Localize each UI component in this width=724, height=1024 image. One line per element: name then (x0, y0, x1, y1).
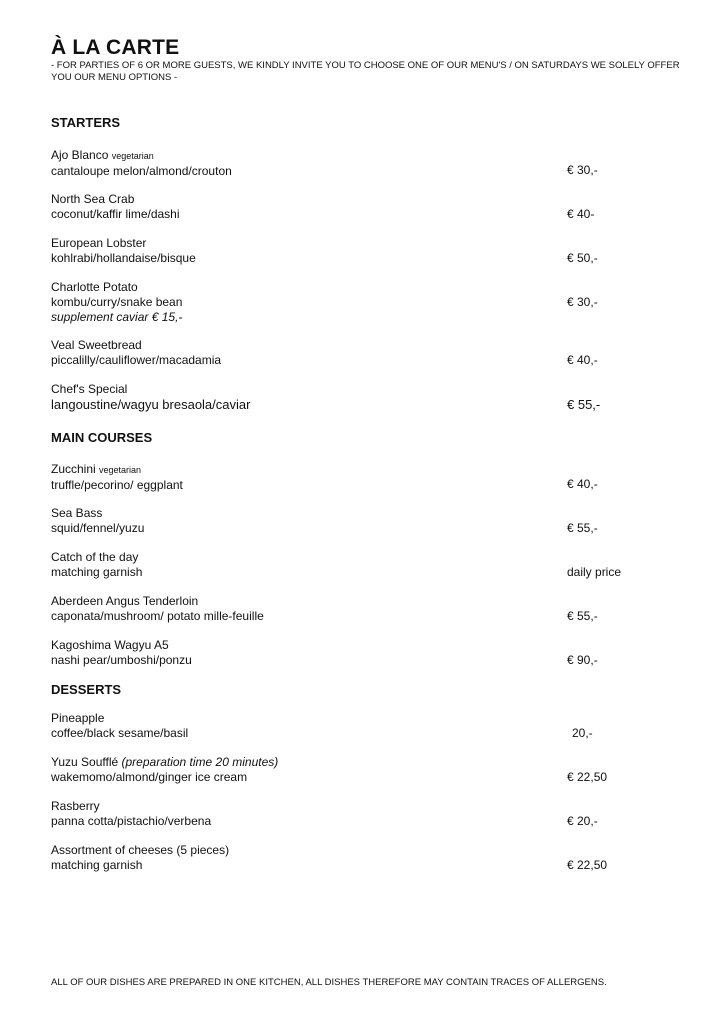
item-supplement: supplement caviar € 15,- (51, 310, 183, 324)
menu-item (51, 236, 651, 266)
item-name: Sea Bass (51, 506, 103, 520)
item-price: € 55,- (567, 521, 598, 535)
menu-item (51, 550, 651, 580)
item-description: wakemomo/almond/ginger ice cream (51, 770, 248, 784)
item-name: Chef's Special (51, 382, 128, 396)
item-description: squid/fennel/yuzu (51, 521, 145, 535)
item-name: Yuzu Soufflé (51, 755, 119, 769)
menu-item (51, 148, 651, 179)
menu-item (51, 382, 651, 412)
item-price: € 30,- (567, 295, 598, 309)
item-price: € 50,- (567, 251, 598, 265)
item-description: cantaloupe melon/almond/crouton (51, 164, 232, 178)
menu-item (51, 192, 651, 222)
item-note: (preparation time 20 minutes) (121, 755, 279, 769)
item-price: 20,- (572, 726, 593, 740)
item-description: langoustine/wagyu bresaola/caviar (51, 397, 251, 412)
item-name: Rasberry (51, 799, 100, 813)
item-name: Pineapple (51, 711, 105, 725)
item-price: € 55,- (567, 609, 598, 623)
menu-item (51, 280, 651, 325)
item-name: Charlotte Potato (51, 280, 138, 294)
section-heading-starters: STARTERS (51, 115, 121, 130)
menu-item (51, 843, 651, 873)
item-name: Kagoshima Wagyu A5 (51, 638, 169, 652)
menu-item (51, 506, 651, 536)
item-name: Ajo Blanco (51, 148, 109, 162)
item-name: Zucchini (51, 462, 96, 476)
item-description: panna cotta/pistachio/verbena (51, 814, 212, 828)
menu-item (51, 638, 651, 668)
item-description: kohlrabi/hollandaise/bisque (51, 251, 196, 265)
menu-item (51, 462, 651, 493)
menu-item (51, 755, 651, 785)
item-name: Catch of the day (51, 550, 139, 564)
item-price: € 20,- (567, 814, 598, 828)
item-description: nashi pear/umboshi/ponzu (51, 653, 192, 667)
item-description: caponata/mushroom/ potato mille-feuille (51, 609, 264, 623)
item-name: North Sea Crab (51, 192, 135, 206)
item-price: € 30,- (567, 163, 598, 177)
menu-item (51, 594, 651, 624)
section-heading-main-courses: MAIN COURSES (51, 430, 153, 445)
item-price: € 55,- (567, 397, 601, 412)
item-price: € 22,50 (567, 770, 608, 784)
menu-item (51, 799, 651, 829)
menu-item (51, 338, 651, 368)
menu-item (51, 711, 651, 741)
item-tag: vegetarian (99, 465, 142, 475)
page-title: À LA CARTE (51, 36, 180, 59)
item-description: coffee/black sesame/basil (51, 726, 189, 740)
item-price: € 40- (567, 207, 595, 221)
item-name: Veal Sweetbread (51, 338, 142, 352)
item-price: € 40,- (567, 477, 598, 491)
item-price: € 40,- (567, 353, 598, 367)
item-price: € 22,50 (567, 858, 608, 872)
item-description: matching garnish (51, 565, 143, 579)
item-description: truffle/pecorino/ eggplant (51, 478, 183, 492)
group-notice: - FOR PARTIES OF 6 OR MORE GUESTS, WE KINDLY INVITE YOU TO CHOOSE ONE OF OUR MENU'S / ON SATURDAYS WE SOLELY OFFER YOU OUR MENU OPTIONS - (51, 60, 680, 83)
item-description: piccalilly/cauliflower/macadamia (51, 353, 222, 367)
item-price: € 90,- (567, 653, 598, 667)
section-heading-desserts: DESSERTS (51, 682, 122, 697)
item-price: daily price (567, 565, 622, 579)
item-description: coconut/kaffir lime/dashi (51, 207, 180, 221)
allergen-notice: ALL OF OUR DISHES ARE PREPARED IN ONE KITCHEN, ALL DISHES THEREFORE MAY CONTAIN TRACES OF ALLERGENS. (51, 977, 607, 988)
item-name: Assortment of cheeses (5 pieces) (51, 843, 230, 857)
item-description: matching garnish (51, 858, 143, 872)
item-name: Aberdeen Angus Tenderloin (51, 594, 199, 608)
item-description: kombu/curry/snake bean (51, 295, 183, 309)
item-name: European Lobster (51, 236, 147, 250)
item-tag: vegetarian (111, 151, 154, 161)
